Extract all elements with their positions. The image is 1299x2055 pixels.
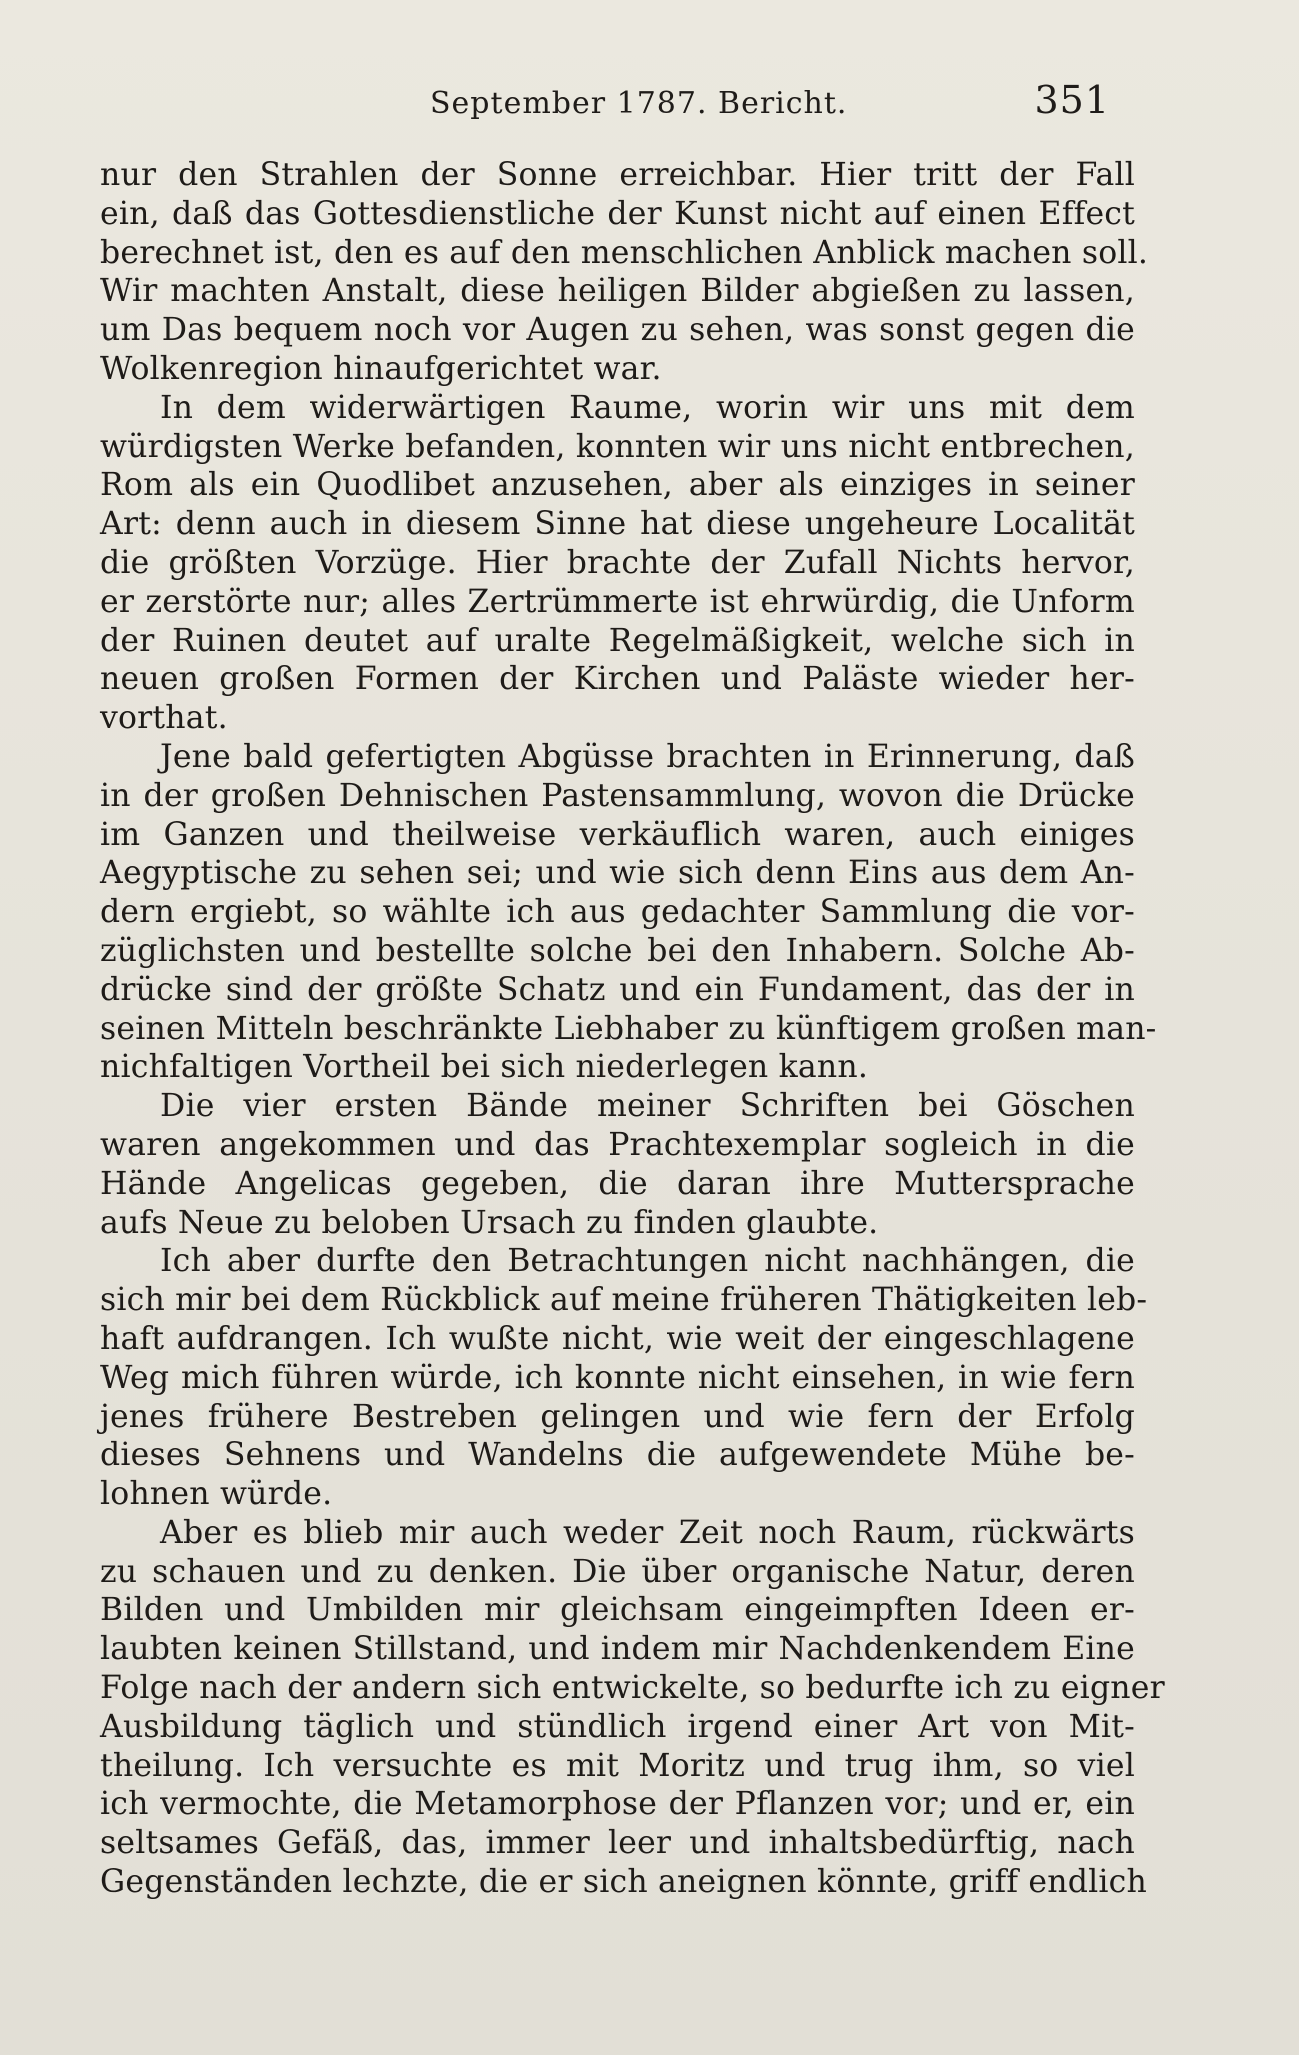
text-line: berechnet ist, den es auf den menschlichen Anblick machen soll. bbox=[100, 234, 1149, 271]
text-line: nur den Strahlen der Sonne erreichbar. Hier tritt der Fall bbox=[100, 157, 1135, 193]
running-head bbox=[100, 78, 1110, 138]
running-title: September 1787. Bericht. bbox=[430, 86, 848, 121]
text-line: um Das bequem noch vor Augen zu sehen, was sonst gegen die bbox=[100, 312, 1135, 349]
text-line: Bilden und Umbilden mir gleichsam eingeimpften Ideen er- bbox=[100, 1592, 1135, 1629]
paragraph-start-line: Die vier ersten Bände meiner Schriften bei Göschen bbox=[160, 1088, 1135, 1125]
text-line: neuen großen Formen der Kirchen und Paläste wieder her- bbox=[100, 661, 1135, 698]
text-line: lohnen würde. bbox=[100, 1476, 333, 1513]
text-line: Hände Angelicas gegeben, die daran ihre Muttersprache bbox=[100, 1165, 1135, 1202]
text-line: seinen Mitteln beschränkte Liebhaber zu künftigem großen man- bbox=[100, 1010, 1157, 1047]
text-line: Art: denn auch in diesem Sinne hat diese ungeheure Localität bbox=[100, 506, 1135, 543]
text-line: waren angekommen und das Prachtexemplar sogleich in die bbox=[100, 1126, 1135, 1163]
paragraph-start-line: Jene bald gefertigten Abgüsse brachten in Erinnerung, daß bbox=[160, 738, 1135, 775]
text-line: aufs Neue zu beloben Ursach zu finden glaubte. bbox=[100, 1204, 879, 1241]
text-line: sich mir bei dem Rückblick auf meine früheren Thätigkeiten leb- bbox=[100, 1282, 1148, 1319]
paragraph-start-line: Ich aber durfte den Betrachtungen nicht nachhängen, die bbox=[160, 1243, 1135, 1280]
text-line: zu schauen und zu denken. Die über organische Natur, deren bbox=[100, 1553, 1135, 1590]
text-line: ein, daß das Gottesdienstliche der Kunst nicht auf einen Effect bbox=[100, 195, 1135, 232]
text-line: züglichsten und bestellte solche bei den Inhabern. Solche Ab- bbox=[100, 932, 1135, 969]
text-line: die größten Vorzüge. Hier brachte der Zufall Nichts hervor, bbox=[100, 544, 1135, 581]
text-line: Weg mich führen würde, ich konnte nicht einsehen, in wie fern bbox=[100, 1359, 1135, 1396]
text-line: Folge nach der andern sich entwickelte, so bedurfte ich zu eigner bbox=[100, 1670, 1165, 1707]
text-line: Rom als ein Quodlibet anzusehen, aber als einziges in seiner bbox=[100, 467, 1135, 504]
text-line: der Ruinen deutet auf uralte Regelmäßigkeit, welche sich in bbox=[100, 622, 1135, 659]
paragraph-start-line: Aber es blieb mir auch weder Zeit noch Raum, rückwärts bbox=[160, 1514, 1135, 1551]
text-line: Ausbildung täglich und stündlich irgend einer Art von Mit- bbox=[100, 1708, 1135, 1745]
text-line: seltsames Gefäß, das, immer leer und inhaltsbedürftig, nach bbox=[100, 1825, 1135, 1862]
text-line: Aegyptische zu sehen sei; und wie sich denn Eins aus dem An- bbox=[100, 855, 1135, 892]
text-line: nichfaltigen Vortheil bei sich niederlegen kann. bbox=[100, 1049, 869, 1086]
text-line: ich vermochte, die Metamorphose der Pflanzen vor; und er, ein bbox=[100, 1786, 1135, 1823]
text-line: dern ergiebt, so wählte ich aus gedachter Sammlung die vor- bbox=[100, 894, 1135, 931]
paragraph-start-line: In dem widerwärtigen Raume, worin wir uns mit dem bbox=[160, 389, 1135, 426]
text-line: haft aufdrangen. Ich wußte nicht, wie weit der eingeschlagene bbox=[100, 1320, 1135, 1357]
text-line: in der großen Dehnischen Pastensammlung, wovon die Drücke bbox=[100, 777, 1135, 814]
text-line: theilung. Ich versuchte es mit Moritz und trug ihm, so viel bbox=[100, 1747, 1135, 1784]
text-line: würdigsten Werke befanden, konnten wir uns nicht entbrechen, bbox=[100, 428, 1135, 465]
text-line: Wir machten Anstalt, diese heiligen Bilder abgießen zu lassen, bbox=[100, 273, 1135, 310]
text-line: Wolkenregion hinaufgerichtet war. bbox=[100, 350, 662, 387]
text-line: jenes frühere Bestreben gelingen und wie fern der Erfolg bbox=[100, 1398, 1135, 1435]
text-line: laubten keinen Stillstand, und indem mir Nachdenkendem Eine bbox=[100, 1631, 1135, 1668]
text-line: vorthat. bbox=[100, 700, 228, 737]
text-line: drücke sind der größte Schatz und ein Fundament, das der in bbox=[100, 971, 1135, 1008]
text-line: dieses Sehnens und Wandelns die aufgewendete Mühe be- bbox=[100, 1437, 1135, 1474]
text-line: er zerstörte nur; alles Zertrümmerte ist ehrwürdig, die Unform bbox=[100, 583, 1135, 620]
text-line: Gegenständen lechzte, die er sich aneignen könnte, griff endlich bbox=[100, 1864, 1147, 1901]
body-text bbox=[100, 156, 1165, 1902]
page-number: 351 bbox=[1034, 78, 1110, 122]
text-line: im Ganzen und theilweise verkäuflich waren, auch einiges bbox=[100, 816, 1135, 853]
